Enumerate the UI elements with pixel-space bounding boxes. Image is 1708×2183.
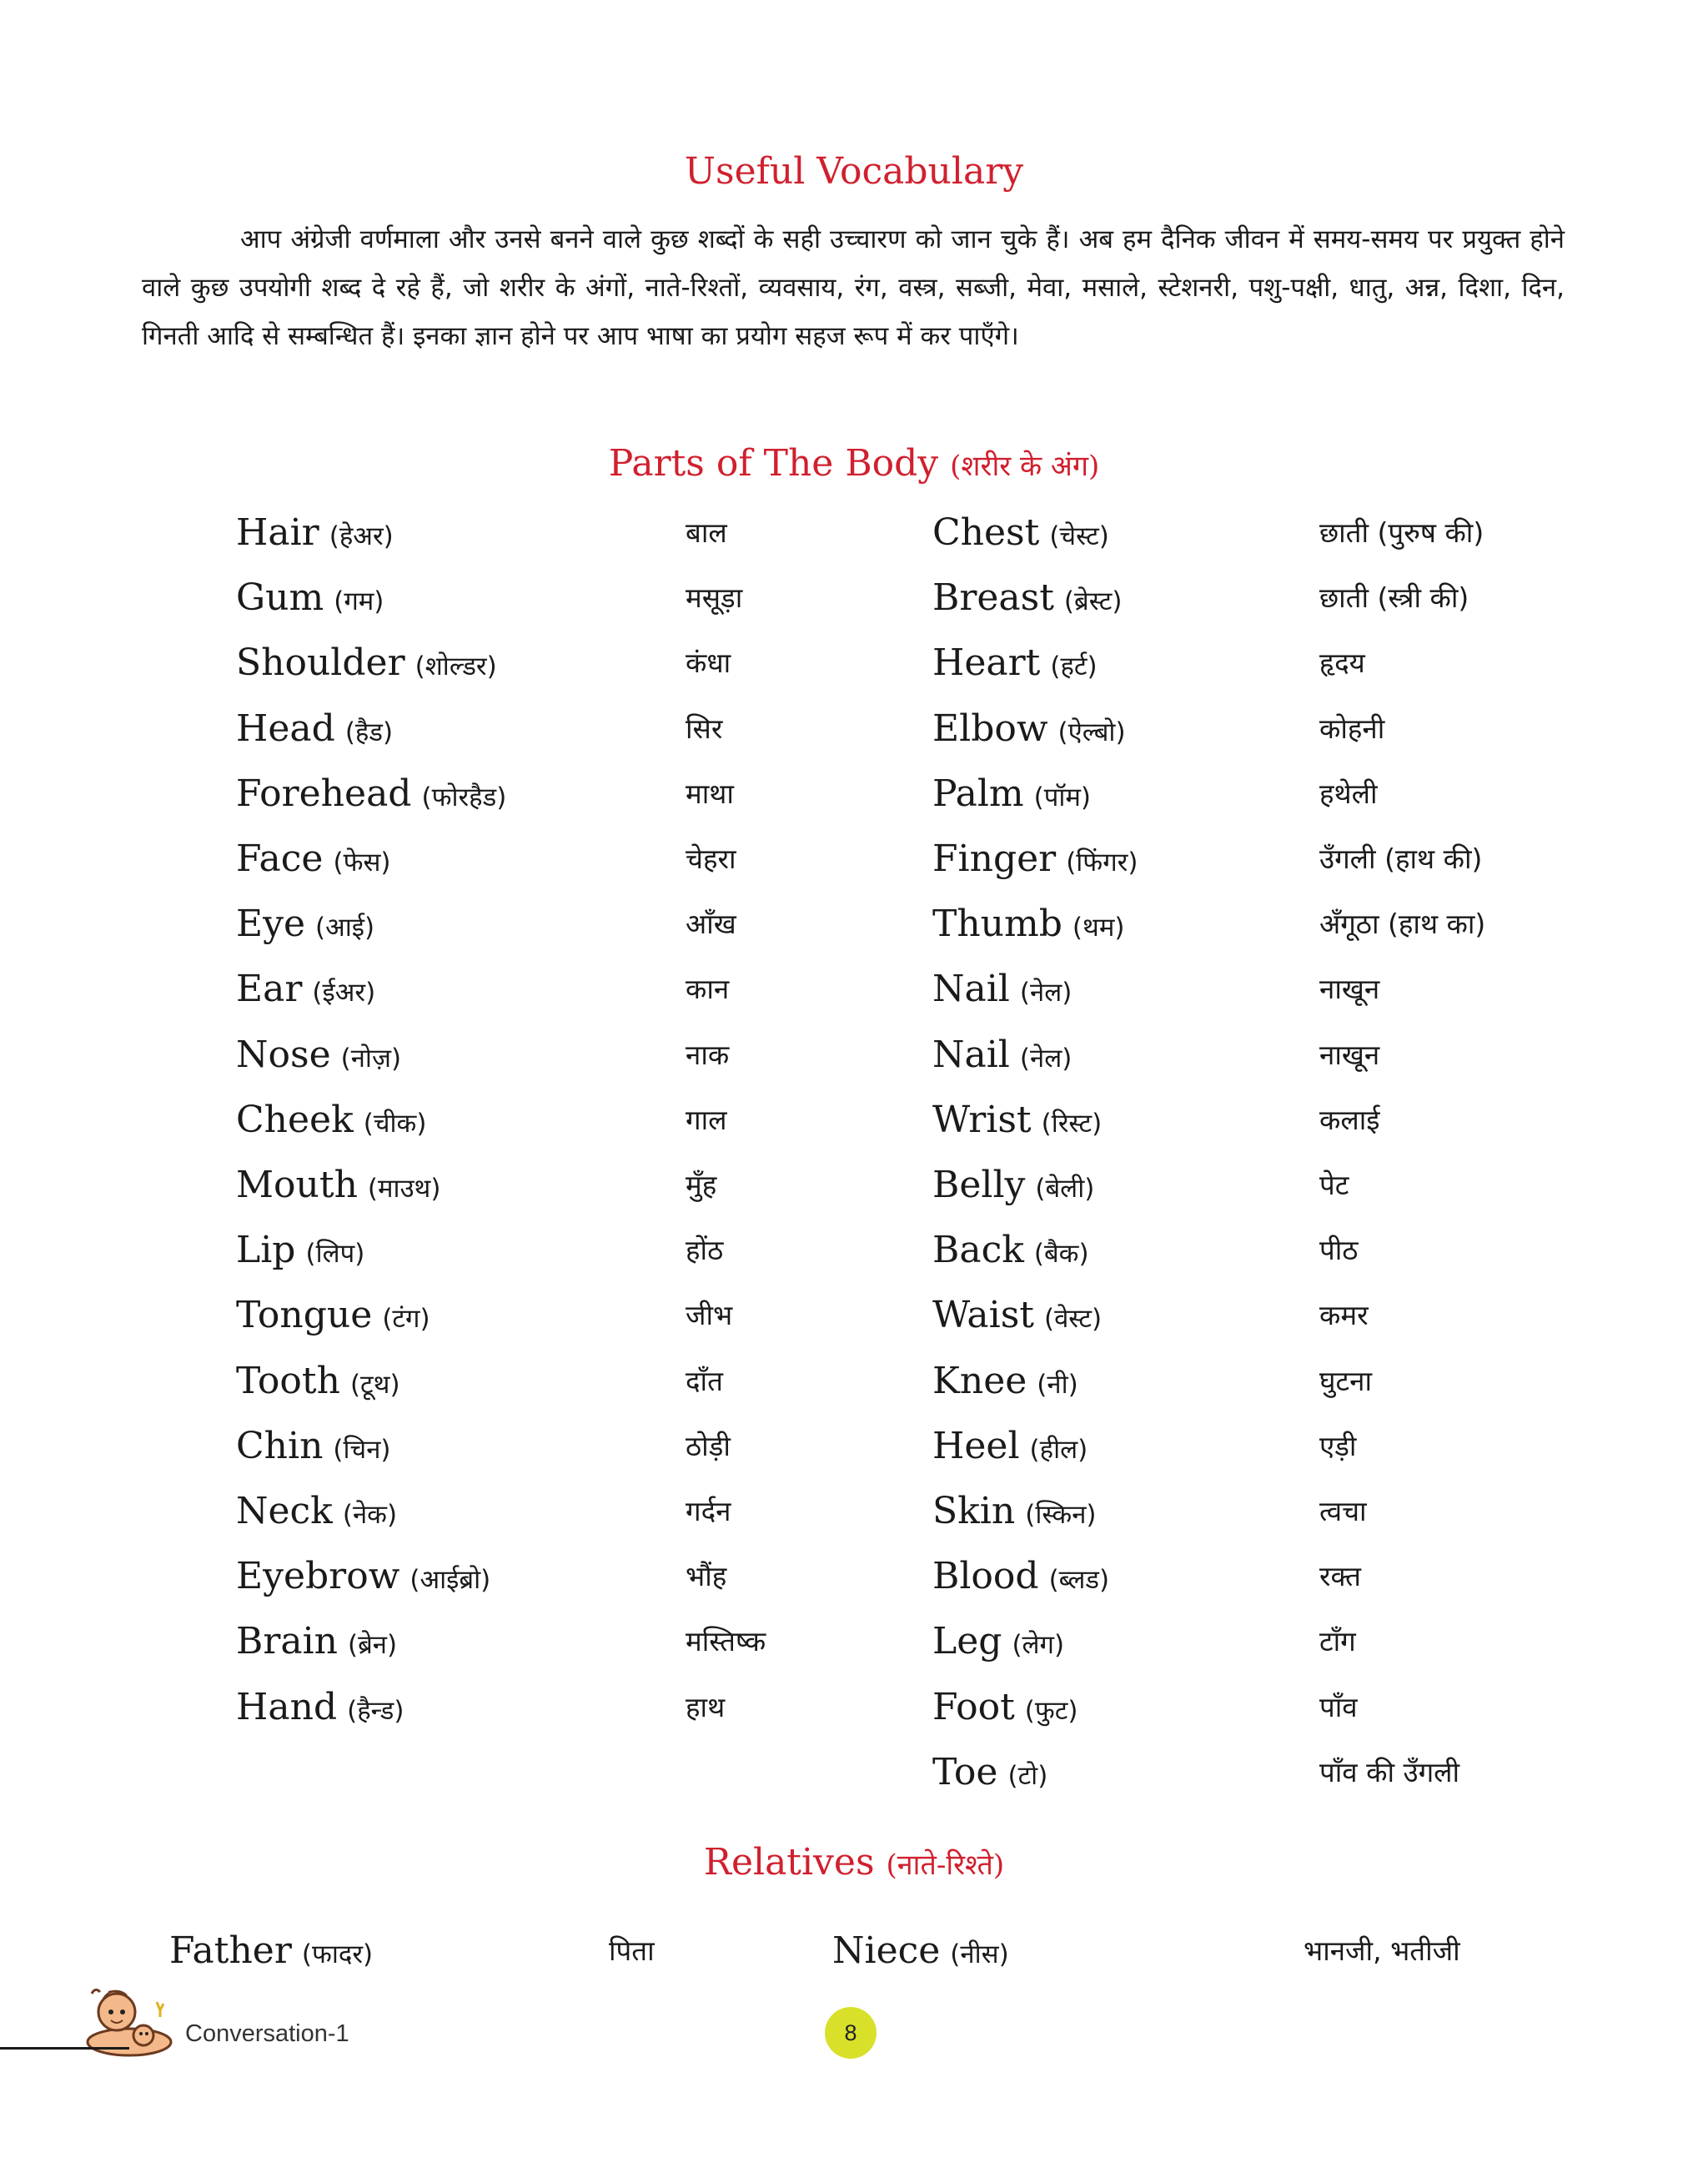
hindi-meaning: मस्तिष्क <box>686 1625 766 1658</box>
hindi-meaning: सिर <box>686 712 723 745</box>
pronunciation: (लेग) <box>1012 1630 1065 1661</box>
pronunciation: (बेली) <box>1035 1174 1095 1204</box>
english-word: Forehead <box>236 772 412 815</box>
pronunciation: (नेल) <box>1019 978 1073 1009</box>
hindi-meaning: पिता <box>609 1934 655 1967</box>
english-word: Father <box>169 1929 292 1972</box>
hindi-meaning: छाती (स्त्री की) <box>1319 581 1469 615</box>
english-word: Breast <box>932 576 1054 620</box>
pronunciation: (वेस्ट) <box>1043 1304 1103 1335</box>
pronunciation: (हैड) <box>344 717 394 747</box>
english-word: Waist <box>932 1294 1034 1337</box>
intro-paragraph: आप अंग्रेजी वर्णमाला और उनसे बनने वाले कुछ शब्दों के सही उच्चारण को जान चुके हैं। अब हम दैनिक जीवन में समय-समय पर प्रयुक्त होने वाले कुछ उपयोगी शब्द दे रहे हैं, जो शरीर के अंगों, नाते-रिश्तों, व्यवसाय, रंग, वस्त्र, सब्जी, मेवा, मसाले, स्टेशनरी, पशु-पक्षी, धातु, अन्न, दिशा, दिन, गिनती आदि से सम्बन्धित हैं। इनका ज्ञान होने पर आप भाषा का प्रयोग सहज रूप में कर पाएँगे। <box>142 224 1565 351</box>
hindi-meaning: जीभ <box>686 1299 733 1332</box>
hindi-meaning: अँगूठा (हाथ का) <box>1319 908 1486 941</box>
pronunciation: (फिंगर) <box>1066 848 1138 878</box>
hindi-meaning: मुँह <box>686 1169 717 1201</box>
hindi-meaning: कान <box>686 973 730 1006</box>
pronunciation: (हील) <box>1029 1434 1088 1465</box>
pronunciation: (हैन्ड) <box>347 1695 404 1726</box>
hindi-meaning: कोहनी <box>1319 712 1385 745</box>
pronunciation: (ब्रेस्ट) <box>1063 586 1123 617</box>
english-word: Chin <box>236 1424 324 1467</box>
vocab-term <box>832 1919 1009 1984</box>
english-word: Niece <box>832 1929 941 1972</box>
page-title-text: Useful Vocabulary <box>684 150 1024 193</box>
pronunciation: (चीक) <box>363 1108 427 1139</box>
english-word: Nail <box>932 1033 1010 1076</box>
hindi-meaning: टाँग <box>1319 1625 1356 1658</box>
english-word: Toe <box>932 1750 998 1793</box>
pronunciation: (गम) <box>334 586 384 617</box>
english-word: Thumb <box>932 903 1062 946</box>
hindi-meaning: गर्दन <box>686 1495 731 1527</box>
pronunciation: (फादर) <box>301 1939 374 1969</box>
english-word: Elbow <box>932 707 1048 750</box>
pronunciation: (माउथ) <box>367 1174 441 1204</box>
pronunciation: (स्किन) <box>1025 1500 1097 1530</box>
english-word: Head <box>236 707 335 750</box>
english-word: Neck <box>236 1490 333 1532</box>
pronunciation: (पॉम) <box>1033 782 1092 812</box>
pronunciation: (हर्ट) <box>1050 651 1098 682</box>
body-section-title-en: Parts of The Body <box>608 442 939 485</box>
hindi-meaning: घुटना <box>1319 1364 1372 1397</box>
english-word: Palm <box>932 772 1024 815</box>
pronunciation: (नेल) <box>1019 1043 1073 1074</box>
hindi-meaning: रक्त <box>1319 1560 1361 1593</box>
pronunciation: (ब्रेन) <box>348 1630 398 1661</box>
english-word: Hair <box>236 511 319 554</box>
english-word: Finger <box>932 837 1057 880</box>
english-word: Eyebrow <box>236 1555 400 1598</box>
hindi-meaning: कलाई <box>1319 1103 1380 1136</box>
footer-rule <box>0 2047 129 2050</box>
english-word: Tooth <box>236 1359 340 1402</box>
hindi-meaning: ठोड़ी <box>686 1429 731 1462</box>
english-word: Eye <box>236 903 306 946</box>
pronunciation: (थम) <box>1072 913 1125 943</box>
hindi-meaning: हाथ <box>686 1690 726 1723</box>
english-word: Face <box>236 837 324 880</box>
pronunciation: (नीस) <box>950 1939 1009 1969</box>
pronunciation: (टूथ) <box>349 1369 400 1400</box>
english-word: Tongue <box>236 1294 373 1337</box>
hindi-meaning: भानजी, भतीजी <box>1304 1934 1460 1967</box>
pronunciation: (टंग) <box>382 1304 430 1335</box>
relatives-section-title-hi: (नाते-रिश्ते) <box>886 1849 1005 1882</box>
pronunciation: (फोरहैड) <box>421 782 507 812</box>
english-word: Mouth <box>236 1164 358 1206</box>
hindi-meaning: मसूड़ा <box>686 581 743 615</box>
page-number-badge: 8 <box>825 2007 877 2059</box>
body-section-title-hi: (शरीर के अंग) <box>950 450 1100 483</box>
hindi-meaning: पाँव <box>1319 1690 1358 1723</box>
pronunciation: (टो) <box>1007 1760 1048 1791</box>
relatives-section-title-en: Relatives <box>703 1841 875 1884</box>
pronunciation: (चेस्ट) <box>1049 521 1109 551</box>
hindi-meaning: पीठ <box>1319 1234 1359 1267</box>
pronunciation: (लिप) <box>305 1239 365 1270</box>
hindi-meaning: भौंह <box>686 1560 727 1593</box>
english-word: Nose <box>236 1033 331 1076</box>
pronunciation: (ब्लड) <box>1048 1565 1110 1596</box>
hindi-meaning: त्वचा <box>1319 1495 1367 1527</box>
english-word: Nail <box>932 968 1010 1011</box>
english-word: Skin <box>932 1490 1016 1532</box>
english-word: Knee <box>932 1359 1027 1402</box>
pronunciation: (ईअर) <box>312 978 376 1009</box>
hindi-meaning: बाल <box>686 516 727 549</box>
hindi-meaning: छाती (पुरुष की) <box>1319 516 1484 549</box>
vocab-row <box>0 1919 1708 1984</box>
hindi-meaning: नाखून <box>1319 973 1380 1006</box>
hindi-meaning: पेट <box>1319 1169 1349 1201</box>
english-word: Leg <box>932 1620 1002 1663</box>
hindi-meaning: दाँत <box>686 1364 723 1397</box>
pronunciation: (ऐल्बो) <box>1057 717 1126 747</box>
pronunciation: (हेअर) <box>329 521 394 551</box>
hindi-meaning: कमर <box>1319 1299 1369 1332</box>
pronunciation: (रिस्ट) <box>1041 1108 1103 1139</box>
hindi-meaning: एड़ी <box>1319 1429 1357 1462</box>
pronunciation: (आईब्रो) <box>409 1565 491 1596</box>
pronunciation: (फुट) <box>1024 1695 1078 1726</box>
pronunciation: (चिन) <box>333 1434 391 1465</box>
hindi-meaning: चेहरा <box>686 843 736 875</box>
pronunciation: (बैक) <box>1033 1239 1089 1270</box>
pronunciation: (नोज़) <box>340 1043 402 1074</box>
english-word: Back <box>932 1229 1024 1272</box>
pronunciation: (नी) <box>1037 1369 1078 1400</box>
hindi-meaning: माथा <box>686 777 734 810</box>
english-word: Heel <box>932 1424 1020 1467</box>
english-word: Shoulder <box>236 641 405 685</box>
hindi-meaning: हथेली <box>1319 777 1378 810</box>
english-word: Brain <box>236 1620 339 1663</box>
hindi-meaning: हृदय <box>1319 646 1365 680</box>
pronunciation: (फेस) <box>333 848 391 878</box>
english-word: Foot <box>932 1685 1015 1728</box>
footer-label: Conversation-1 <box>185 2020 349 2047</box>
hindi-meaning: पाँव की उँगली <box>1319 1755 1460 1788</box>
english-word: Gum <box>236 576 324 620</box>
english-word: Belly <box>932 1164 1026 1206</box>
english-word: Ear <box>236 968 303 1011</box>
hindi-meaning: उँगली (हाथ की) <box>1319 843 1483 875</box>
english-word: Cheek <box>236 1098 354 1141</box>
hindi-meaning: गाल <box>686 1103 727 1136</box>
english-word: Heart <box>932 641 1041 685</box>
english-word: Blood <box>932 1555 1039 1598</box>
english-word: Lip <box>236 1229 296 1272</box>
hindi-meaning: नाखून <box>1319 1038 1380 1071</box>
vocab-term <box>169 1919 373 1984</box>
english-word: Chest <box>932 511 1040 554</box>
hindi-meaning: कंधा <box>686 646 731 680</box>
pronunciation: (आई) <box>315 913 375 943</box>
hindi-meaning: आँख <box>686 908 736 941</box>
english-word: Wrist <box>932 1098 1032 1141</box>
english-word: Hand <box>236 1685 338 1728</box>
pronunciation: (नेक) <box>342 1500 398 1530</box>
hindi-meaning: नाक <box>686 1038 730 1071</box>
hindi-meaning: होंठ <box>686 1234 724 1267</box>
pronunciation: (शोल्डर) <box>414 651 497 682</box>
